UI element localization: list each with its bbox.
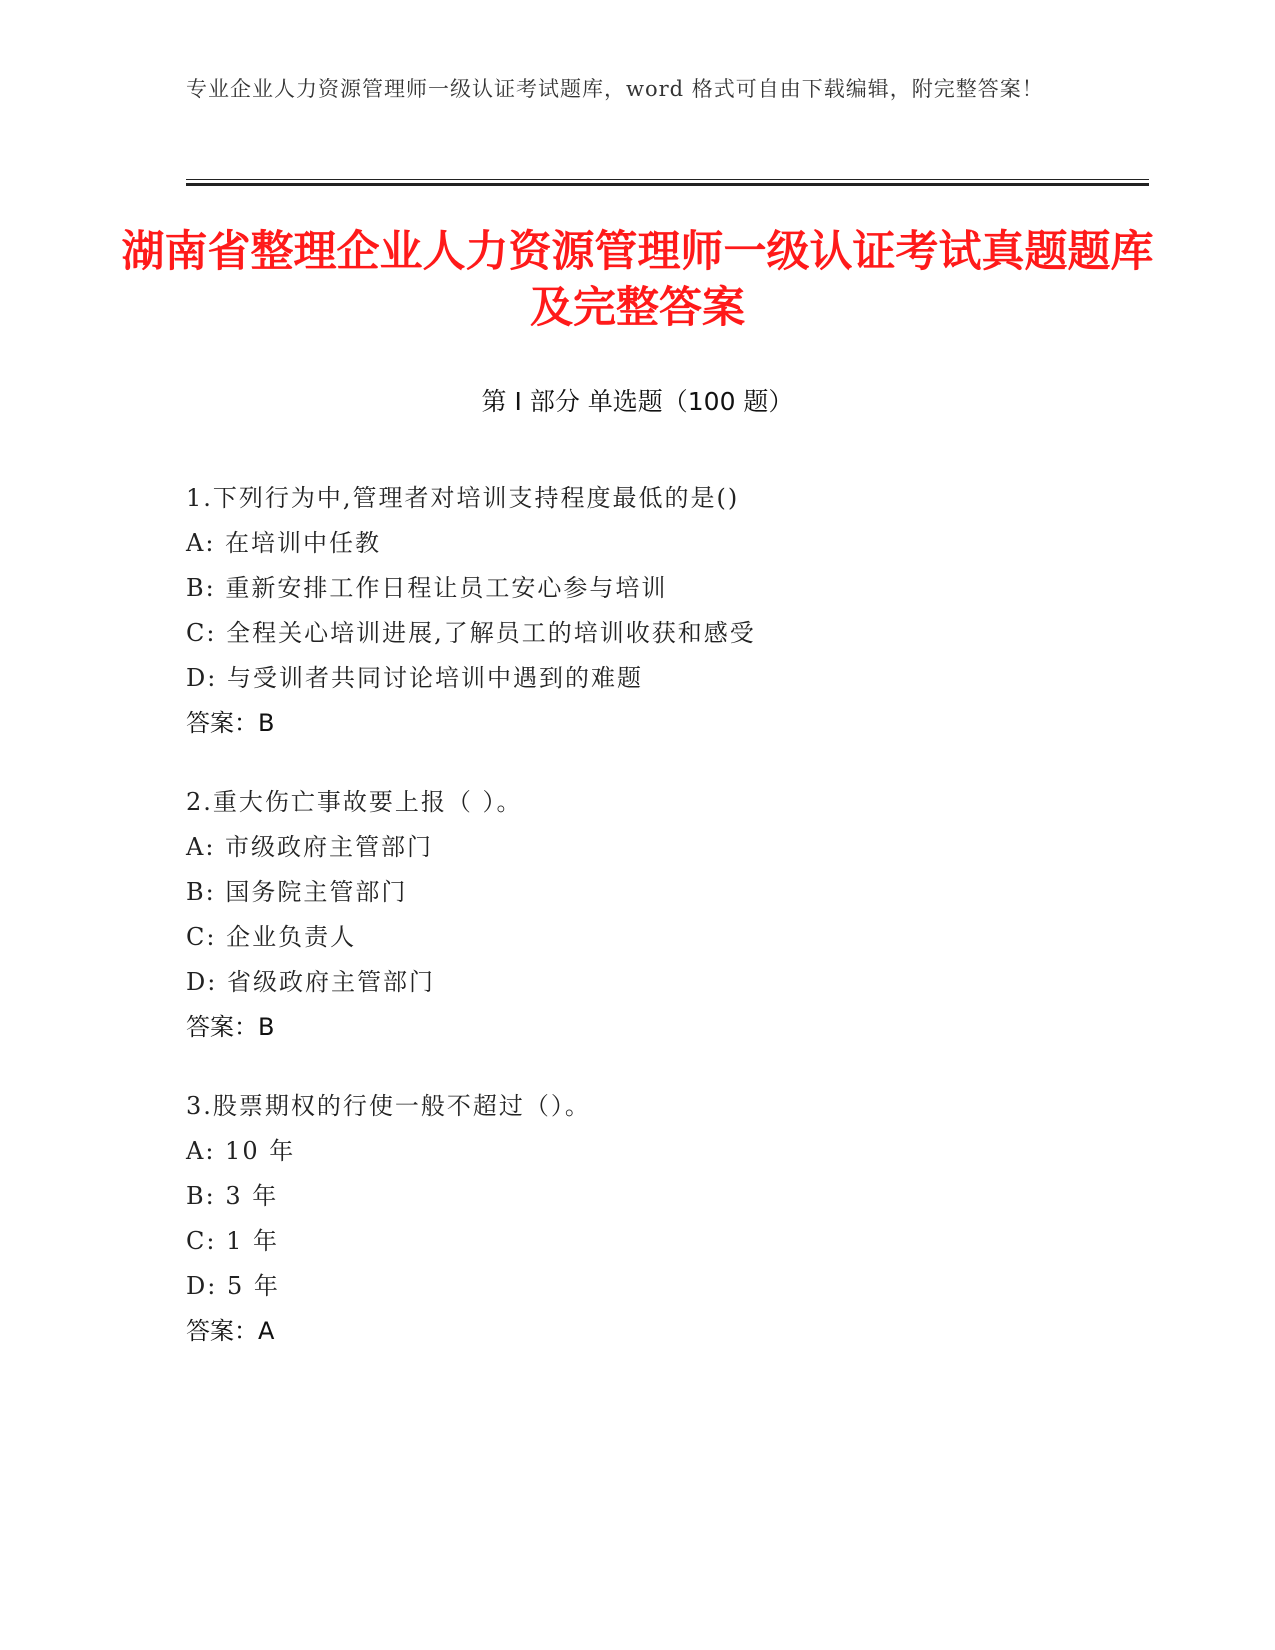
header-divider-thick bbox=[186, 183, 1149, 186]
question-1 bbox=[186, 476, 1116, 746]
header-note: 专业企业人力资源管理师一级认证考试题库，word 格式可自由下载编辑，附完整答案！ bbox=[186, 77, 1044, 101]
option-c: C: 1 年 bbox=[186, 1227, 279, 1255]
question-2 bbox=[186, 780, 1116, 1050]
answer-line: 答案：B bbox=[186, 1013, 275, 1041]
question-list bbox=[186, 476, 1116, 1388]
question-stem: 1.下列行为中,管理者对培训支持程度最低的是() bbox=[186, 484, 740, 512]
option-d: D: 5 年 bbox=[186, 1272, 280, 1300]
document-title: 湖南省整理企业人力资源管理师一级认证考试真题题库及完整答案 bbox=[121, 227, 1154, 333]
option-d: D: 与受训者共同讨论培训中遇到的难题 bbox=[186, 664, 643, 692]
section-heading: 第 I 部分 单选题（100 题） bbox=[481, 387, 794, 416]
answer-line: 答案：B bbox=[186, 709, 275, 737]
option-c: C: 全程关心培训进展,了解员工的培训收获和感受 bbox=[186, 619, 756, 647]
option-a: A: 市级政府主管部门 bbox=[186, 833, 434, 861]
option-d: D: 省级政府主管部门 bbox=[186, 968, 435, 996]
option-b: B: 3 年 bbox=[186, 1182, 279, 1210]
header-divider-thin bbox=[186, 179, 1149, 180]
option-b: B: 重新安排工作日程让员工安心参与培训 bbox=[186, 574, 668, 602]
option-a: A: 10 年 bbox=[186, 1137, 296, 1165]
answer-line: 答案：A bbox=[186, 1317, 275, 1345]
option-c: C: 企业负责人 bbox=[186, 923, 357, 951]
option-b: B: 国务院主管部门 bbox=[186, 878, 408, 906]
option-a: A: 在培训中任教 bbox=[186, 529, 382, 557]
question-stem: 2.重大伤亡事故要上报（ ）。 bbox=[186, 788, 523, 816]
question-3 bbox=[186, 1084, 1116, 1354]
question-stem: 3.股票期权的行使一般不超过（）。 bbox=[186, 1092, 591, 1120]
